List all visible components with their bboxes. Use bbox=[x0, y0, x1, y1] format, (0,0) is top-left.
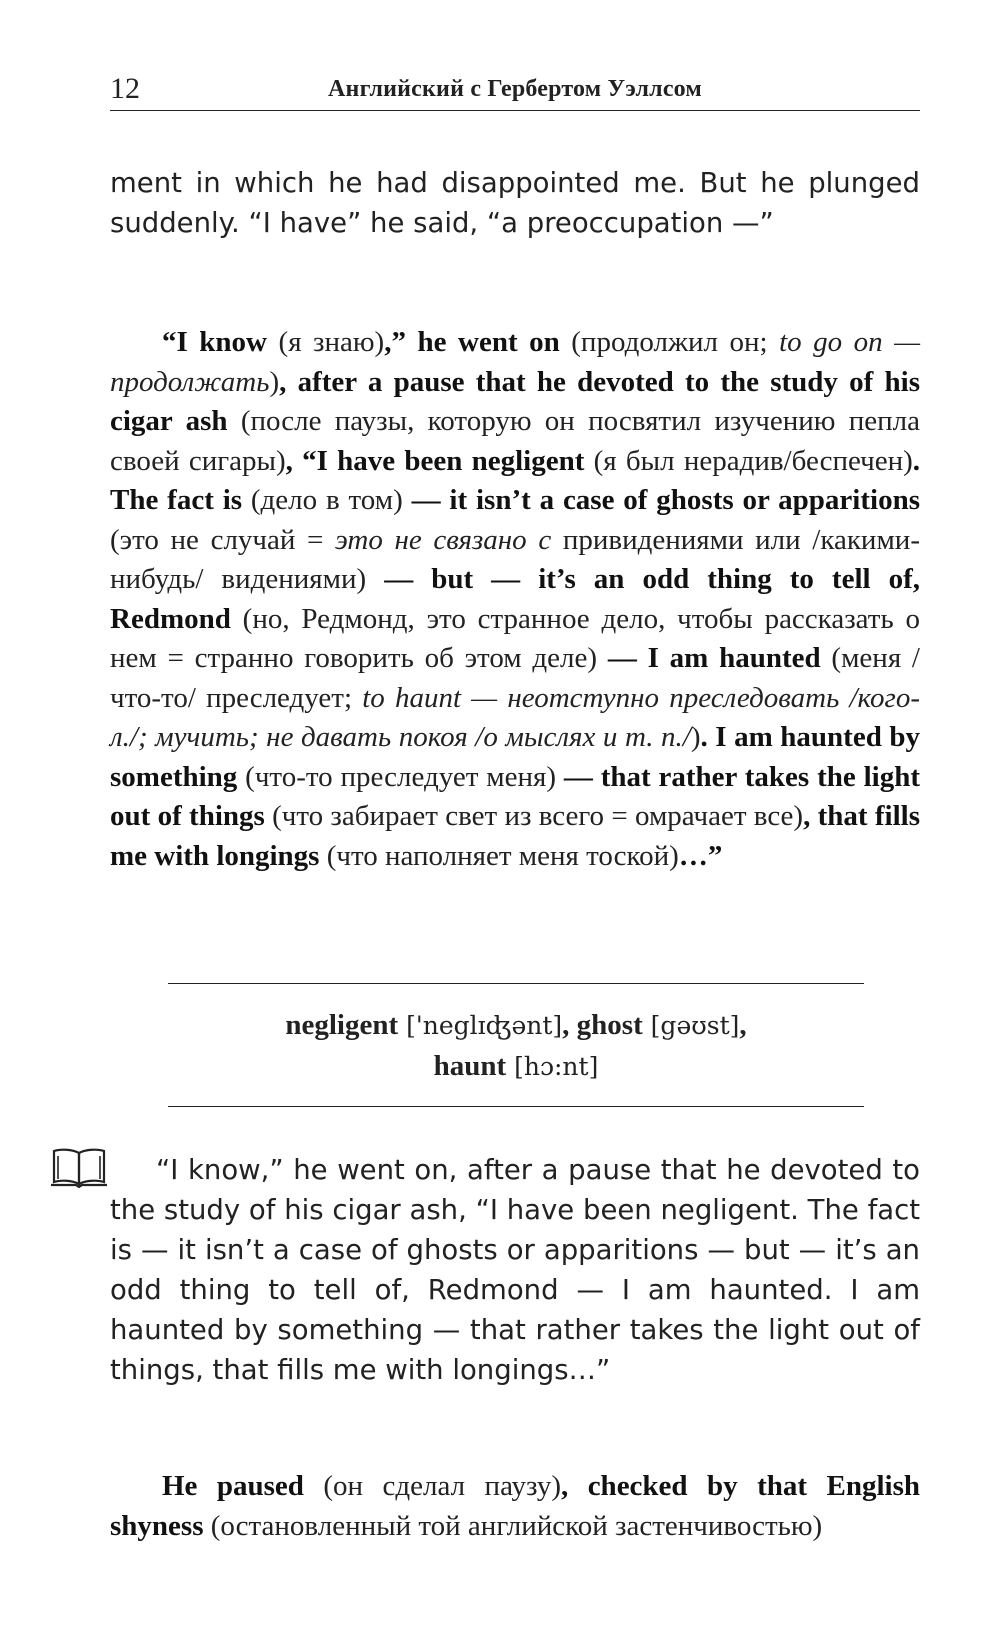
ru-text: (остановленный той английской застенчивостью) bbox=[203, 1509, 823, 1542]
pron-ipa: [hɔ:nt] bbox=[506, 1052, 599, 1081]
ru-text: (это не случай = bbox=[110, 523, 336, 556]
ru-text: (я был нерадив/беспечен) bbox=[584, 444, 913, 477]
en-text: , “I have been negligent bbox=[285, 444, 585, 477]
ru-text: (меня /что-то/ преследует; bbox=[110, 642, 920, 714]
gloss-text: это не связано с bbox=[335, 523, 552, 556]
en-text: , after a pause that he devoted to the study of his cigar ash bbox=[110, 365, 920, 437]
en-text: ,” he went on bbox=[384, 326, 560, 358]
ru-text: (что наполняет меня тоской) bbox=[319, 839, 679, 872]
en-text: — but — it’s an odd thing to tell of, Redmond bbox=[110, 563, 920, 635]
annotated-paragraph bbox=[110, 323, 920, 876]
divider bbox=[168, 1106, 864, 1107]
ru-text: (дело в том) bbox=[242, 484, 412, 516]
ru-text: привидениями или /какими-нибудь/ видениями) bbox=[110, 523, 920, 595]
gloss-text: to go on — продолжать bbox=[110, 326, 920, 398]
ru-text: ) bbox=[690, 721, 701, 753]
ru-text: (я знаю) bbox=[267, 326, 385, 358]
en-text: . The fact is bbox=[110, 444, 920, 516]
ru-text: (что забирает свет из всего = омрачает все) bbox=[264, 800, 804, 832]
ru-text: (он сделал паузу) bbox=[303, 1470, 561, 1502]
pron-word: ghost bbox=[576, 1009, 643, 1041]
annotated-paragraph-2 bbox=[110, 1467, 920, 1546]
gloss-text: to haunt — неотступно преследовать /кого-л./; мучить; не давать покоя /о мыслях и т. п./ bbox=[110, 681, 920, 753]
pron-ipa: [gəʊst] bbox=[642, 1011, 740, 1040]
pron-word: haunt bbox=[433, 1050, 507, 1082]
en-text: …” bbox=[678, 839, 723, 872]
ru-text: (продолжил он; bbox=[559, 326, 780, 358]
divider bbox=[168, 983, 864, 984]
ru-text: ) bbox=[269, 365, 280, 398]
pron-separator: , bbox=[739, 1009, 747, 1041]
en-text: , checked by that English shyness bbox=[110, 1470, 920, 1542]
continuation-paragraph: ment in which he had disappointed me. But he plunged suddenly. “I have” he said, “a preoccupation —” bbox=[110, 167, 920, 239]
pron-separator: , bbox=[562, 1009, 577, 1041]
plain-text: “I know,” he went on, after a pause that he devoted to the study of his cigar ash, “I have been negligent. The fact is — it isn’t a case of ghosts or apparitions — but — it’s an odd thing to tell of, Redmond — I am haunted. I am haunted by something — that rather takes the light out of things, that fills me with longings…” bbox=[110, 1154, 920, 1386]
en-text: , that fills me with longings bbox=[110, 800, 920, 872]
book-icon bbox=[50, 1146, 108, 1188]
en-text: He paused bbox=[162, 1470, 304, 1502]
ru-text: (но, Редмонд, это странное дело, чтобы рассказать о нем = странно говорить об этом деле) bbox=[110, 602, 920, 674]
ru-text: (что-то преследует меня) bbox=[237, 760, 564, 793]
en-text: — it isn’t a case of ghosts or apparitions bbox=[411, 484, 920, 516]
en-text: — I am haunted bbox=[607, 642, 821, 674]
en-text: . I am haunted by something bbox=[110, 721, 920, 793]
en-text: “I know bbox=[162, 326, 268, 358]
pron-word: negligent bbox=[285, 1009, 399, 1041]
plain-english-paragraph bbox=[110, 1150, 920, 1390]
page-header bbox=[110, 62, 920, 111]
ru-text: (после паузы, которую он посвятил изучению пепла своей сигары) bbox=[110, 405, 920, 477]
en-text: — that rather takes the light out of things bbox=[110, 760, 920, 832]
pron-ipa: ['neglɪʤənt] bbox=[398, 1011, 563, 1040]
pronunciation-box bbox=[168, 1005, 864, 1087]
page-number: 12 bbox=[110, 72, 140, 105]
running-title: Английский с Гербертом Уэллсом bbox=[328, 76, 702, 102]
